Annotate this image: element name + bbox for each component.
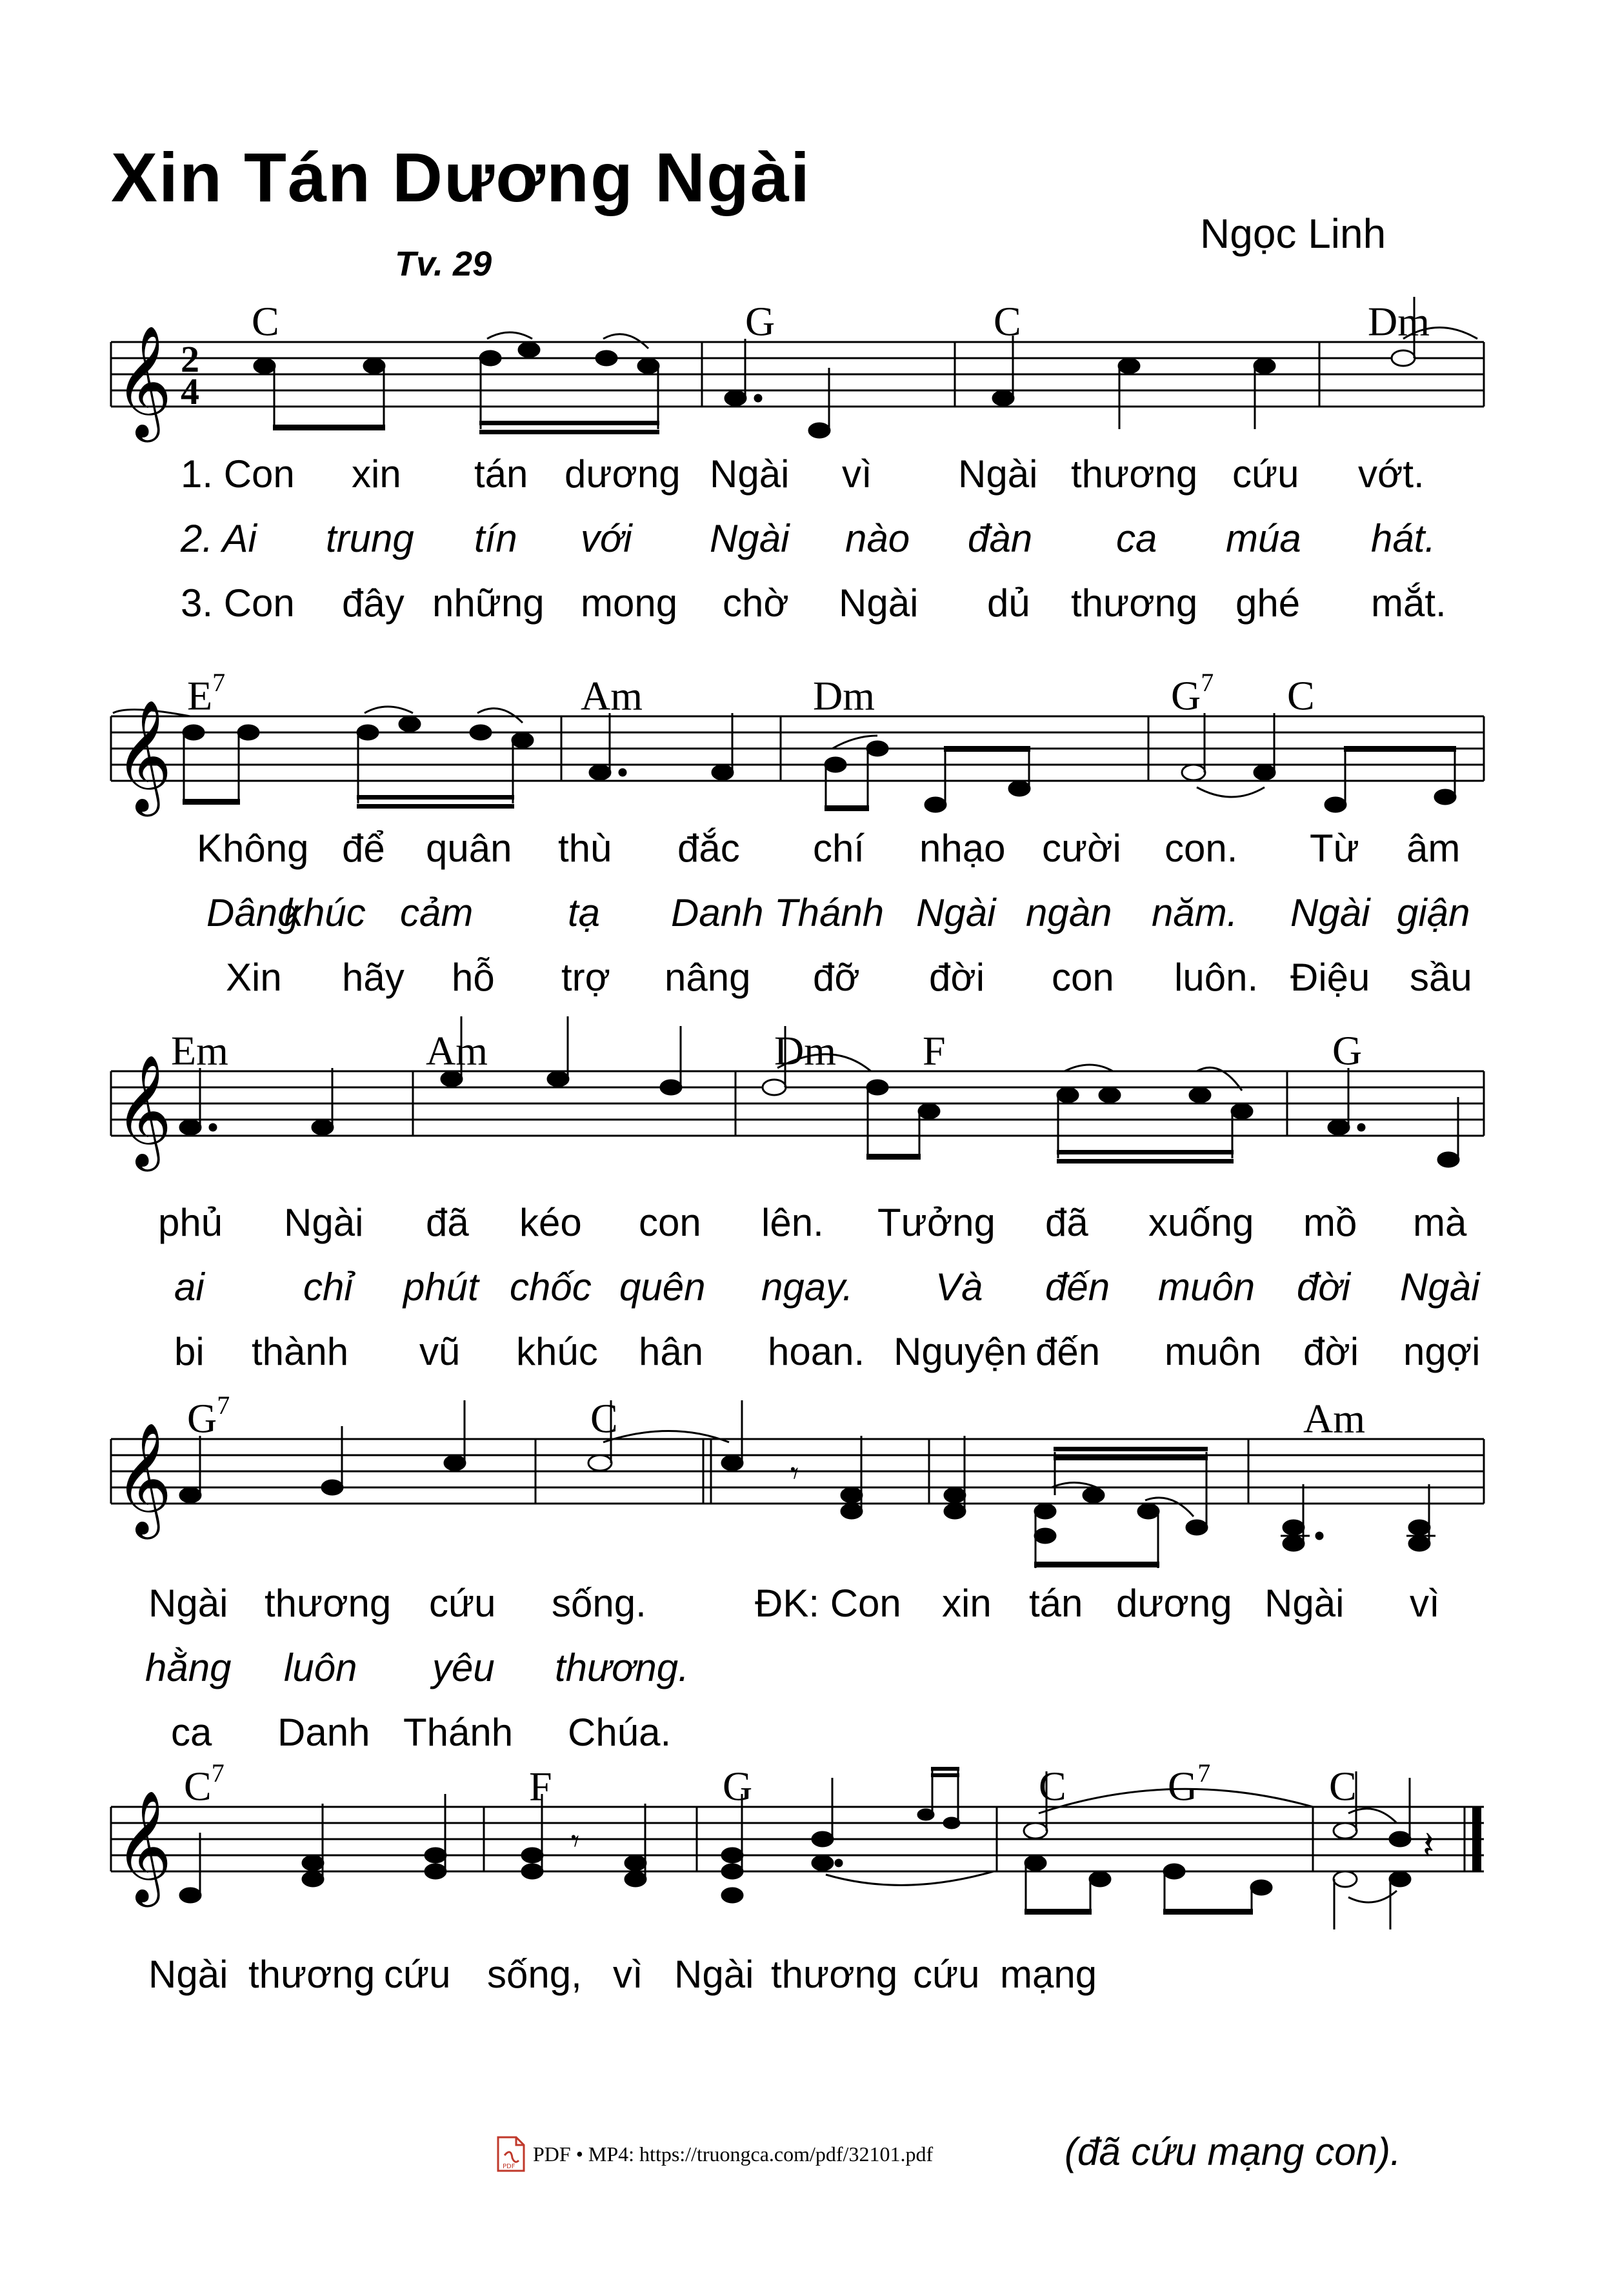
- lyrics-verse-1: Ngài thương cứu sống, vì Ngài thương cứu mạng: [148, 1953, 1097, 1996]
- lyrics-verse-3: ca Danh Thánh Chúa.: [171, 1711, 672, 1754]
- lyrics-verse-2: 2. Ai trung tín với Ngài nào đàn ca múa hát.: [181, 517, 1436, 560]
- chord-symbol: $E^7$: [187, 668, 226, 719]
- lyrics-verse-1: phủ Ngài đã kéo con lên. Tưởng đã xuống mồ mà: [158, 1201, 1467, 1244]
- slurs: [777, 1054, 1242, 1091]
- svg-text:𝄾: 𝄾: [571, 1822, 580, 1860]
- final-barline: [1472, 1807, 1481, 1871]
- chord-symbol: C: [252, 298, 279, 345]
- staff-2: [0, 652, 1600, 845]
- lyrics-verse-1: Ngài thương cứu sống. ĐK: Con xin tán dương Ngài vì: [148, 1582, 1440, 1625]
- lyrics-verse-1: Không để quân thù đắc chí nhạo cười con. Từ âm: [197, 827, 1461, 870]
- notes: [180, 1400, 1435, 1568]
- staff-5: [0, 1742, 1600, 1949]
- treble-clef-icon: 𝄞: [115, 325, 172, 438]
- footer: [497, 2136, 933, 2172]
- chord-symbol: $G^7$: [1171, 668, 1214, 719]
- chord-symbol: $G^7$: [1168, 1758, 1211, 1809]
- psalm-reference: Tv. 29: [395, 245, 492, 283]
- chord-symbol: Dm: [813, 672, 875, 719]
- time-sig-top: 2: [181, 338, 199, 380]
- lyrics-verse-1: 1. Con xin tán dương Ngài vì Ngài thương cứu vớt.: [181, 452, 1425, 496]
- chord-symbol: C: [590, 1395, 618, 1442]
- lyrics-verse-2: hằng luôn yêu thương.: [145, 1646, 689, 1689]
- time-sig-bottom: 4: [181, 370, 199, 412]
- pdf-file-icon: [497, 2136, 525, 2172]
- music-system-3: [0, 1007, 1600, 1375]
- chord-symbol: Em: [171, 1027, 228, 1074]
- chord-symbol: C: [1329, 1763, 1357, 1809]
- lyrics-verse-2: ai chỉ phút chốc quên ngay. Và đến muôn đời Ngài: [174, 1265, 1480, 1309]
- svg-text:𝄾: 𝄾: [790, 1455, 799, 1492]
- lyrics-verse-3: bi thành vũ khúc hân hoan. Nguyện đến muôn đời ngợi: [174, 1330, 1481, 1373]
- treble-clef-icon: 𝄞: [115, 1422, 172, 1535]
- chord-symbol: $C^7$: [184, 1758, 225, 1809]
- song-title: Xin Tán Dương Ngài: [111, 138, 811, 216]
- chord-symbol: G: [1332, 1027, 1363, 1074]
- lyrics-verse-2: Dâng khúc cảm tạ Danh Thánh Ngài ngàn năm. Ngài giận: [206, 891, 1470, 934]
- chord-symbol: Dm: [1368, 298, 1430, 345]
- music-system-2: [0, 652, 1600, 1013]
- chord-symbol: C: [994, 298, 1021, 345]
- staff-lines: [111, 342, 1484, 407]
- notes: [254, 297, 1415, 438]
- chord-symbol: C: [1287, 672, 1315, 719]
- svg-text:PDF: PDF: [503, 2163, 515, 2170]
- music-system-5: [0, 1742, 1600, 2104]
- chord-symbol: Dm: [774, 1027, 836, 1074]
- chord-symbol: Am: [426, 1027, 488, 1074]
- treble-clef-icon: 𝄞: [115, 1790, 172, 1902]
- music-system-4: [0, 1375, 1600, 1754]
- footer-link[interactable]: PDF • MP4: https://truongca.com/pdf/32101.pdf: [533, 2142, 934, 2166]
- svg-text:𝄽: 𝄽: [1423, 1823, 1435, 1868]
- chord-symbol: G: [745, 298, 775, 345]
- chord-symbol: C: [1039, 1763, 1066, 1809]
- lyrics-verse-3: 3. Con đây những mong chờ Ngài dủ thương ghé mắt.: [181, 581, 1446, 625]
- music-system-1: [0, 277, 1600, 645]
- notes: [180, 1767, 1434, 1929]
- chord-symbol: G: [723, 1763, 753, 1809]
- staff-lines: [111, 716, 1484, 781]
- chord-symbol: F: [529, 1763, 552, 1809]
- ending-note: (đã cứu mạng con).: [1065, 2130, 1401, 2173]
- staff-1: [0, 277, 1600, 471]
- notes: [183, 713, 1456, 812]
- chord-symbol: $G^7$: [187, 1391, 230, 1442]
- chord-symbol: Am: [581, 672, 643, 719]
- composer-name: Ngọc Linh: [1200, 210, 1386, 257]
- treble-clef-icon: 𝄞: [115, 1054, 172, 1167]
- lyrics-verse-3: Xin hãy hỗ trợ nâng đỡ đời con luôn. Điệu sầu: [226, 956, 1472, 999]
- chord-symbol: F: [923, 1027, 946, 1074]
- treble-clef-icon: 𝄞: [115, 700, 172, 812]
- slurs: [113, 707, 1265, 797]
- slurs: [487, 328, 1477, 349]
- chord-symbol: Am: [1303, 1395, 1365, 1442]
